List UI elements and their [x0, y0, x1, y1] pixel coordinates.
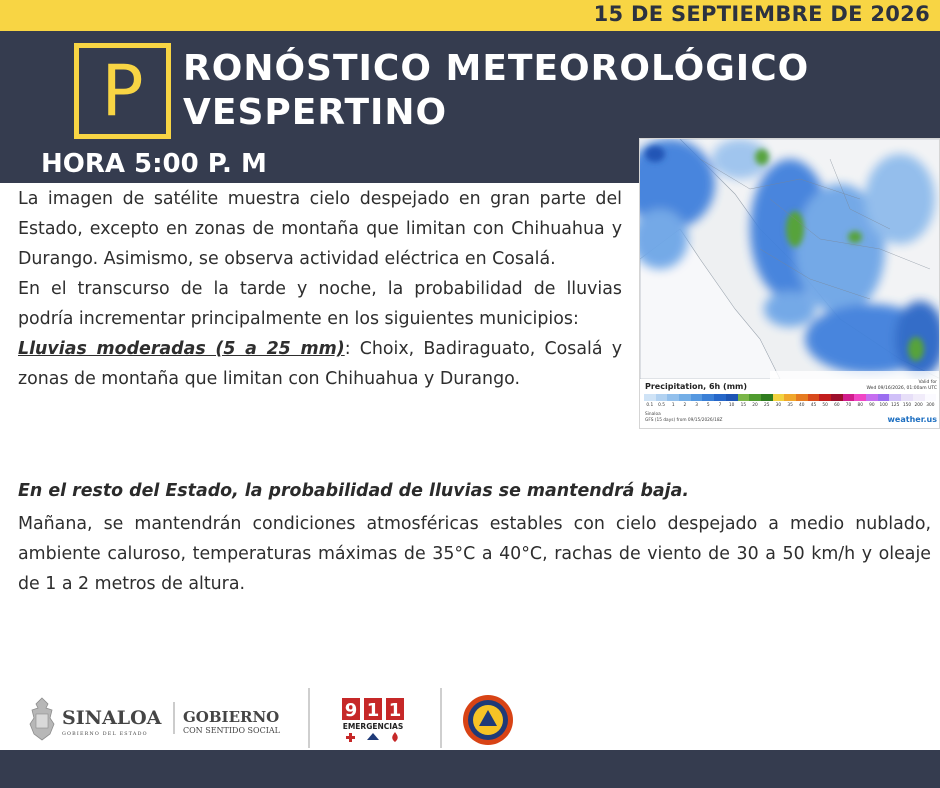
top-date-bar	[0, 0, 940, 31]
colorbar-swatch	[889, 394, 901, 401]
legend-tick: 40	[799, 403, 805, 408]
legend-model-info	[645, 412, 723, 423]
legend-tick: 125	[891, 403, 900, 408]
legend-tick: 1	[671, 403, 675, 408]
legend-ticks	[644, 403, 936, 408]
legend-tick: 300	[926, 403, 935, 408]
legend-valid-label: Valid for	[918, 380, 937, 385]
footer-divider-2	[440, 688, 442, 748]
title-line-2: VESPERTINO	[183, 92, 448, 133]
forecast-text-upper	[18, 184, 622, 394]
colorbar-swatch	[749, 394, 761, 401]
colorbar-swatch	[691, 394, 703, 401]
emergencias-911-logo	[340, 696, 406, 746]
emergencias-label: EMERGENCIAS	[342, 722, 404, 731]
colorbar-swatch	[679, 394, 691, 401]
footer-logos	[0, 684, 940, 750]
report-date: 15 DE SEPTIEMBRE DE 2026	[593, 2, 930, 26]
moderate-rain-municipalities: : Choix, Badiraguato, Cosalá y zonas de montaña que limitan con Chihuahua y Durango.	[18, 339, 622, 389]
legend-tick: 25	[763, 403, 770, 408]
colorbar-swatch	[808, 394, 820, 401]
colorbar-swatch	[738, 394, 750, 401]
initial-letter: P	[101, 50, 144, 132]
legend-model: GFS (15 days) from 09/15/2026/18Z	[645, 417, 723, 423]
paragraph-satellite: La imagen de satélite muestra cielo despejado en gran parte del Estado, excepto en zonas de montaña que limitan con Chihuahua y Durango. Asimismo, se observa actividad eléctrica en Cosalá.	[18, 189, 622, 269]
colorbar-swatch	[656, 394, 668, 401]
legend-tick: 200	[914, 403, 923, 408]
legend-tick: 3	[695, 403, 698, 408]
coat-of-arms-icon	[30, 698, 54, 740]
legend-tick: 30	[775, 403, 782, 408]
proteccion-civil-logo	[462, 694, 514, 746]
colorbar-swatch	[784, 394, 796, 401]
colorbar-swatch	[866, 394, 878, 401]
precipitation-map-image	[640, 139, 940, 379]
colorbar-swatch	[831, 394, 843, 401]
footer-divider-1	[308, 688, 310, 748]
emergency-cross-icon	[346, 733, 355, 742]
colorbar-swatch	[702, 394, 714, 401]
legend-tick: 80	[857, 403, 863, 408]
legend-tick: 100	[879, 403, 888, 408]
legend-tick: 10	[728, 403, 735, 408]
colorbar-swatch	[854, 394, 866, 401]
colorbar-swatch	[773, 394, 785, 401]
legend-tick: 5	[706, 403, 710, 408]
legend-valid-value: Wed 09/16/2026, 01:00am UTC	[866, 386, 937, 391]
title-line-1: RONÓSTICO METEOROLÓGICO	[183, 48, 810, 89]
legend-tick: 150	[902, 403, 912, 408]
legend-title: Precipitation, 6h (mm)	[645, 382, 748, 391]
sinaloa-government-logo	[24, 694, 314, 744]
colorbar-swatch	[878, 394, 890, 401]
paragraph-tomorrow: Mañana, se mantendrán condiciones atmosféricas estables con cielo despejado a medio nublado, ambiente caluroso, temperaturas máximas de 35°C a 40°C, rachas de viento de 30 a 50 km/h y oleaje de 1 a 2 metros de altura.	[18, 514, 931, 594]
legend-tick: 2	[683, 403, 687, 408]
fire-icon	[392, 732, 397, 742]
gobierno-wordmark: GOBIERNO	[183, 708, 280, 726]
police-cap-icon	[367, 733, 379, 740]
legend-region: Sinaloa	[645, 412, 661, 417]
colorbar-swatch	[913, 394, 925, 401]
legend-tick: 90	[869, 403, 875, 408]
legend-tick: 35	[787, 403, 793, 408]
sinaloa-subtitle: GOBIERNO DEL ESTADO	[62, 732, 148, 737]
paragraph-moderate-rain	[18, 334, 622, 394]
gobierno-subtitle: CON SENTIDO SOCIAL	[183, 726, 280, 735]
colorbar-swatch	[644, 394, 656, 401]
legend-colorbar	[644, 394, 936, 401]
legend-tick: 7	[718, 403, 722, 408]
colorbar-swatch	[714, 394, 726, 401]
legend-tick: 60	[834, 403, 840, 408]
paragraph-probability: En el transcurso de la tarde y noche, la probabilidad de lluvias podría incrementar principalmente en los siguientes municipios:	[18, 279, 622, 329]
map-legend	[640, 379, 940, 429]
weather-us-brand: weather.us	[887, 415, 937, 424]
colorbar-swatch	[925, 394, 937, 401]
legend-tick: 45	[810, 403, 817, 408]
legend-valid-date	[867, 380, 938, 392]
legend-tick: 70	[845, 403, 852, 408]
colorbar-swatch	[726, 394, 738, 401]
colorbar-swatch	[819, 394, 831, 401]
bottom-bar	[0, 750, 940, 788]
moderate-rain-label: Lluvias moderadas (5 a 25 mm)	[18, 339, 345, 359]
report-time: HORA 5:00 P. M	[41, 149, 267, 179]
colorbar-swatch	[901, 394, 913, 401]
sinaloa-wordmark: SINALOA	[62, 707, 162, 729]
digit-1a: 1	[366, 700, 380, 721]
paragraph-rest-of-state: En el resto del Estado, la probabilidad de lluvias se mantendrá baja.	[18, 481, 689, 501]
digit-1b: 1	[388, 700, 402, 721]
colorbar-swatch	[843, 394, 855, 401]
legend-tick: 15	[740, 403, 747, 408]
colorbar-swatch	[796, 394, 808, 401]
legend-tick: 0.1	[646, 403, 654, 408]
digit-9: 9	[344, 700, 358, 721]
precipitation-map	[639, 138, 940, 429]
initial-letter-box	[74, 43, 171, 139]
colorbar-swatch	[667, 394, 679, 401]
page-title	[183, 47, 809, 135]
legend-tick: 50	[822, 403, 828, 408]
colorbar-swatch	[761, 394, 773, 401]
legend-tick: 20	[752, 403, 758, 408]
legend-tick: 0.5	[658, 403, 665, 408]
